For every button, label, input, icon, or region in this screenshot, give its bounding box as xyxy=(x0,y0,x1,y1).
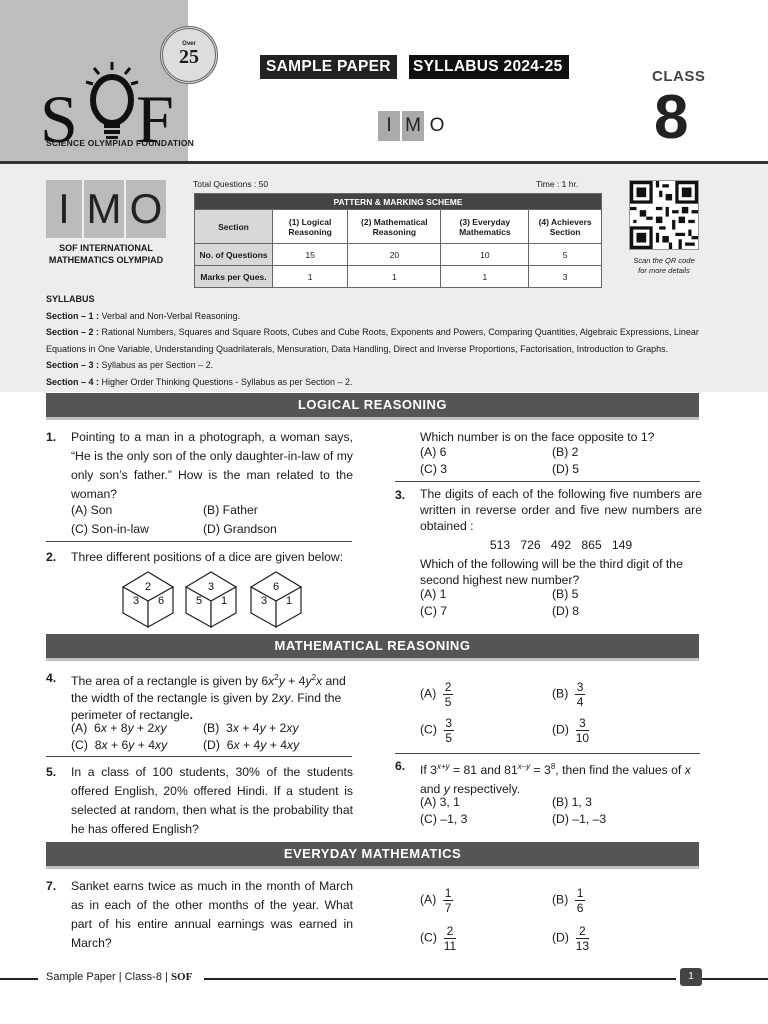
q6-option-c: (C) –1, 3 xyxy=(420,812,468,826)
q5-frac-d-den: 10 xyxy=(575,731,590,745)
syllabus-s2-text: Rational Numbers, Squares and Square Roots, Cubes and Cube Roots, Exponents and Powers, Comparing Quantities, Algebraic Expressions, Linear Equations in One Variable, Understanding Quadrilaterals, Mensuration, Data Handling, Direct and Inverse Proportions, Factorisation, Introduction to Graphs. xyxy=(46,327,699,354)
q2-option-d: (D) 5 xyxy=(552,462,580,476)
q3-option-c: (C) 7 xyxy=(420,604,448,618)
q4-opt-d-label: (D) xyxy=(203,738,220,752)
section-bar-everyday: EVERYDAY MATHEMATICS xyxy=(46,842,699,866)
total-questions: Total Questions : 50 xyxy=(193,179,269,189)
q5-frac-a xyxy=(443,680,453,709)
q7-text: Sanket earns twice as much in the month of March as in each of the other months of the year. What part of his entire annual earnings was earned in March? xyxy=(71,879,353,950)
exam-name-line2: MATHEMATICS OLYMPIAD xyxy=(48,255,164,265)
q7-frac-d xyxy=(576,924,589,953)
q5-frac-c-num: 3 xyxy=(445,716,453,730)
q7-frac-c xyxy=(444,924,456,953)
imo-letter-o: O xyxy=(429,115,445,136)
die3-left: 3 xyxy=(260,595,268,607)
qr-code-icon[interactable] xyxy=(629,180,699,250)
syllabus-s1-label: Section – 1 : xyxy=(46,310,100,321)
die1-right: 6 xyxy=(157,595,165,607)
q6-option-d: (D) –1, –3 xyxy=(552,812,607,826)
sof-logo-letter-s: S xyxy=(40,81,80,157)
q7-option-a xyxy=(420,886,453,915)
q5-frac-a-den: 5 xyxy=(444,695,452,709)
q3-number: 3. xyxy=(395,488,406,502)
syllabus-block xyxy=(46,291,706,390)
footer-logo: SOF xyxy=(170,971,193,983)
q7-opt-d-label: (D) xyxy=(552,930,569,945)
q3-option-d: (D) 8 xyxy=(552,604,580,618)
questions-1: 15 xyxy=(273,244,348,266)
q4-opt-c-label: (C) xyxy=(71,738,88,752)
class-number: 8 xyxy=(654,83,689,152)
q7-opt-c-label: (C) xyxy=(420,930,437,945)
imo-big-letter-m: M xyxy=(84,180,124,238)
q3-text: The digits of each of the following five numbers are written in reverse order and five new numbers are obtained : xyxy=(420,487,702,533)
q5-option-b xyxy=(552,680,585,709)
q2-question: Which number is on the face opposite to 1? xyxy=(420,430,655,444)
q1-option-a: (A) Son xyxy=(71,503,113,517)
q5-option-c xyxy=(420,716,454,745)
q1-option-d: (D) Grandson xyxy=(203,522,277,536)
bulb-logo-icon xyxy=(82,58,142,144)
q5-frac-c xyxy=(444,716,454,745)
die3-top: 6 xyxy=(272,581,280,593)
q7-option-c xyxy=(420,924,456,953)
syllabus-s1-text: Verbal and Non-Verbal Reasoning. xyxy=(101,310,241,321)
q4-divider xyxy=(46,756,352,757)
q5-opt-a-label: (A) xyxy=(420,686,437,701)
q2-number: 2. xyxy=(46,550,57,564)
section-name-3: (3) Everyday Mathematics xyxy=(441,210,529,244)
page-number: 1 xyxy=(680,968,702,986)
q6-option-a: (A) 3, 1 xyxy=(420,795,460,809)
marks-2: 1 xyxy=(348,266,441,288)
q6-number: 6. xyxy=(395,759,406,773)
exam-time: Time : 1 hr. xyxy=(536,179,579,189)
die3-right: 1 xyxy=(285,595,293,607)
q4-option-a: (A) 6x + 8y + 2xy xyxy=(71,721,167,735)
imo-logo-small xyxy=(378,111,450,141)
q4-number: 4. xyxy=(46,671,57,685)
q3-numbers: 513 726 492 865 149 xyxy=(489,538,633,552)
q7-frac-b-num: 1 xyxy=(576,886,584,900)
q2-option-c: (C) 3 xyxy=(420,462,448,476)
q1-number: 1. xyxy=(46,430,57,444)
q2-divider xyxy=(395,481,700,482)
die2-right: 1 xyxy=(220,595,228,607)
row-label-questions: No. of Questions xyxy=(195,244,273,266)
q7-frac-c-num: 2 xyxy=(446,924,454,938)
syllabus-s2-label: Section – 2 : xyxy=(46,327,100,337)
q2-text: Three different positions of a dice are given below: xyxy=(71,550,344,564)
die1-top: 2 xyxy=(144,581,152,593)
q7-number: 7. xyxy=(46,879,57,893)
table-title: PATTERN & MARKING SCHEME xyxy=(195,194,602,210)
syllabus-s3-label: Section – 3 : xyxy=(46,360,100,370)
q5-frac-b-num: 3 xyxy=(576,680,584,694)
q5-option-d xyxy=(552,716,589,745)
q3-question: Which of the following will be the third digit of the second highest new number? xyxy=(420,557,683,587)
syllabus-heading: SYLLABUS xyxy=(46,294,95,304)
q5-option-a xyxy=(420,680,453,709)
q5-divider xyxy=(395,753,700,754)
q7-frac-d-den: 13 xyxy=(575,939,590,953)
exam-name-line1: SOF INTERNATIONAL xyxy=(59,243,153,253)
q7-frac-a-num: 1 xyxy=(444,886,452,900)
imo-logo-large xyxy=(46,180,168,238)
title-syllabus: SYLLABUS 2024-25 xyxy=(407,55,569,79)
section-bar-mathematical: MATHEMATICAL REASONING xyxy=(46,634,699,658)
exam-name xyxy=(46,242,166,266)
q5-opt-d-label: (D) xyxy=(552,722,569,737)
q7-frac-b-den: 6 xyxy=(576,901,584,915)
footer-rule-mid xyxy=(204,978,676,980)
q7-opt-a-label: (A) xyxy=(420,892,437,907)
die1-left: 3 xyxy=(132,595,140,607)
q4-option-d: (D) 6x + 4y + 4xy xyxy=(203,738,300,752)
questions-2: 20 xyxy=(348,244,441,266)
q7-frac-c-den: 11 xyxy=(443,939,457,953)
section-name-1: (1) Logical Reasoning xyxy=(273,210,348,244)
marking-scheme-table xyxy=(194,193,602,288)
q5-text: In a class of 100 students, 30% of the students offered English, 20% offered Hindi. If a student is selected at random, then what is the probability that he has offered English? xyxy=(71,765,353,836)
q4-opt-a-label: (A) xyxy=(71,721,88,735)
syllabus-section-4 xyxy=(46,374,706,391)
syllabus-section-2 xyxy=(46,324,706,357)
q3-option-a: (A) 1 xyxy=(420,587,447,601)
q6-option-b: (B) 1, 3 xyxy=(552,795,592,809)
syllabus-s4-text: Higher Order Thinking Questions - Syllabus as per Section – 2. xyxy=(101,376,353,387)
q3-option-b: (B) 5 xyxy=(552,587,579,601)
sof-logo-letter-f: F xyxy=(136,81,176,157)
q7-frac-b xyxy=(575,886,585,915)
q5-number: 5. xyxy=(46,765,57,779)
q5-frac-b xyxy=(575,680,585,709)
footer-label: Sample Paper | Class-8 | xyxy=(46,971,171,983)
q7-option-d xyxy=(552,924,589,953)
row-label-marks: Marks per Ques. xyxy=(195,266,273,288)
qr-caption-line1: Scan the QR code xyxy=(633,256,695,265)
syllabus-section-3 xyxy=(46,357,706,374)
q2-option-b: (B) 2 xyxy=(552,445,579,459)
marks-3: 1 xyxy=(441,266,529,288)
marks-4: 3 xyxy=(529,266,602,288)
class-label: CLASS xyxy=(652,68,706,85)
syllabus-s3-text: Syllabus as per Section – 2. xyxy=(101,360,214,370)
title-sample-paper: SAMPLE PAPER xyxy=(260,55,397,79)
syllabus-section-1 xyxy=(46,308,706,325)
section-name-2: (2) Mathematical Reasoning xyxy=(348,210,441,244)
badge-over: Over xyxy=(182,41,196,47)
imo-letter-i: I xyxy=(378,111,400,141)
qr-caption-line2: for more details xyxy=(638,266,690,275)
q1-option-c: (C) Son-in-law xyxy=(71,522,149,536)
q7-option-b xyxy=(552,886,585,915)
q5-frac-d-num: 3 xyxy=(579,716,586,730)
questions-3: 10 xyxy=(441,244,529,266)
die2-top: 3 xyxy=(207,581,215,593)
dice-figure xyxy=(120,568,310,630)
badge-years: 25 xyxy=(179,46,199,68)
syllabus-s4-label: Section – 4 : xyxy=(46,376,100,387)
q4-opt-b-label: (B) xyxy=(203,721,220,735)
anniversary-badge xyxy=(160,26,218,84)
organization-name: SCIENCE OLYMPIAD FOUNDATION xyxy=(46,138,195,148)
marks-1: 1 xyxy=(273,266,348,288)
q5-opt-c-label: (C) xyxy=(420,722,437,737)
imo-letter-m: M xyxy=(402,111,424,141)
die2-left: 5 xyxy=(195,595,203,607)
footer-text xyxy=(46,971,192,983)
q7-frac-d-num: 2 xyxy=(579,924,586,938)
q4-option-b: (B) 3x + 4y + 2xy xyxy=(203,721,299,735)
q7-frac-a xyxy=(443,886,453,915)
q5-opt-b-label: (B) xyxy=(552,686,569,701)
footer-rule-right xyxy=(702,978,768,980)
q5-frac-d xyxy=(576,716,589,745)
imo-big-letter-i: I xyxy=(46,180,82,238)
qr-caption xyxy=(624,256,704,276)
questions-4: 5 xyxy=(529,244,602,266)
section-bar-logical: LOGICAL REASONING xyxy=(46,393,699,417)
q1-text: Pointing to a man in a photograph, a woman says, “He is the only son of the only daughter-in-law of my only son’s father.” How is the man related to the woman? xyxy=(71,430,353,501)
q7-opt-b-label: (B) xyxy=(552,892,569,907)
q1-option-b: (B) Father xyxy=(203,503,258,517)
q4-option-c: (C) 8x + 6y + 4xy xyxy=(71,738,168,752)
footer-rule-left xyxy=(0,978,38,980)
section-name-4: (4) Achievers Section xyxy=(529,210,602,244)
q5-frac-c-den: 5 xyxy=(445,731,453,745)
imo-big-letter-o: O xyxy=(126,180,166,238)
q2-option-a: (A) 6 xyxy=(420,445,447,459)
q4-text: The area of a rectangle is given by $6x^2y + 4y^2x$ and the width of the rectangle is given by 2xy. Find the perimeter of rectangle. xyxy=(71,673,346,723)
q1-divider xyxy=(46,541,352,542)
row-label-section: Section xyxy=(195,210,273,244)
q5-frac-b-den: 4 xyxy=(576,695,584,709)
q5-frac-a-num: 2 xyxy=(444,680,452,694)
q6-text: If $3^{x+y} = 81$ and $81^{x-y} = 3^8$, then find the values of x and y respectively. xyxy=(420,762,691,797)
q7-frac-a-den: 7 xyxy=(444,901,452,915)
